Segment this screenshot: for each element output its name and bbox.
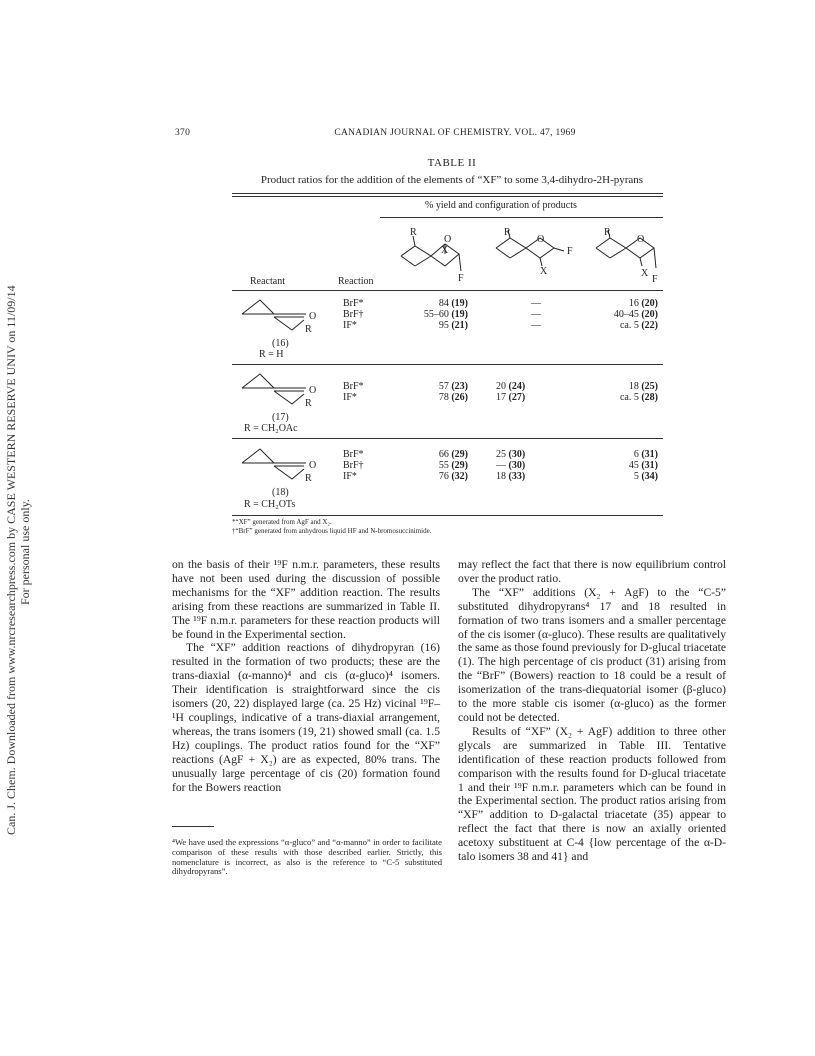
yield-value: 5 [633,471,639,482]
yield-value: ca. 5 [619,320,639,331]
table-spanner: % yield and configuration of products [425,200,577,211]
watermark-line-2: For personal use only. [18,499,32,605]
table-top-rule [232,193,663,194]
paragraph: The “XF” addition reactions of dihydropyran (16) resulted in the formation of two products; these are the trans-diaxial (α-manno)⁴ and cis (α-gluco)⁴ isomers. Their identification is straightforward since the cis isomers (20, 22) displayed large (ca. 25 Hz) vicinal ¹⁹F–¹H couplings, indicative of a trans-diaxial arrangement, whereas, the trans isomers (19, 21) showed small (ca. 1.5 Hz) couplings. The product ratios found for the “XF” reactions (AgF + X₂) are as expected, 80% trans. The unusually large percentage of cis (20) formation found for the Bowers reaction [172,641,440,794]
yield-value: 57 [438,381,449,392]
product-number: (26) [451,392,468,403]
yield-col3-16 [582,298,658,331]
paragraph: Results of “XF” (X₂ + AgF) addition to three other glycals are summarized in Table III. Tentative identification of these reaction products followed from comparison with the results found for D-glucal triacetate 1 and their ¹⁹F n.m.r. parameters which can be found in the Experimental section. The product ratios arising from “XF” addition to D-galactal triacetate (35) appear to reflect the fact that there is now an axially oriented acetoxy substituent at C-4 {low percentage of the α-D-talo isomers 38 and 41} and [458,724,726,864]
reactant-17-R: R [305,398,312,409]
table-top-rule-2 [232,196,663,197]
reaction-list-18 [343,449,364,482]
product-number: (23) [451,381,468,392]
product-number: (30) [508,449,526,460]
yield-value: — [531,309,541,320]
product-number: (30) [508,460,526,471]
yield-col1-18 [398,449,468,482]
product-number: (25) [641,381,658,392]
p1-label-X: X [441,245,449,256]
p2-label-F: F [567,246,573,257]
product-number: (28) [641,392,658,403]
product-number: (31) [641,449,658,460]
yield-value: ca. 5 [619,392,639,403]
product-structure-cis [590,226,670,286]
yield-col2-17 [496,381,525,403]
yield-value: 76 [438,471,449,482]
compound-number-17: (17) [272,412,289,423]
page-number: 370 [175,128,191,138]
yield-value: — [531,298,541,309]
product-number: (29) [451,460,468,471]
product-number: (33) [508,471,526,482]
substituent-17: R = CH₂OAc [244,423,298,434]
yield-value: 95 [438,320,449,331]
reaction-list-17 [343,381,364,403]
p3-label-F: F [652,274,658,285]
paragraph: The “XF” additions (X₂ + AgF) to the “C-5” substituted dihydropyrans⁴ 17 and 18 resulted in formation of two trans isomers and a smaller percentage of the cis isomer (α-gluco). These results are qualitatively the same as those found previously for D-glucal triacetate (1). The high percentage of cis product (31) arising from the “BrF” (Bowers) reaction to 18 could be a result of isomerization of the trans-diequatorial isomer (β-gluco) to the more stable cis isomer (α-gluco) as the former could not be detected. [458,585,726,724]
column-header-reaction: Reaction [338,276,374,287]
product-number: (21) [451,320,468,331]
substituent-16: R = H [259,349,284,360]
yield-value: 6 [633,449,639,460]
yield-col2-16 [531,298,541,331]
running-header [175,128,735,142]
p3-label-X: X [641,268,649,279]
product-number: (32) [451,471,468,482]
p1-label-O: O [444,234,452,245]
yield-value: 40–45 [613,309,639,320]
p3-label-O: O [637,234,645,245]
product-number: (27) [508,392,526,403]
product-number: (34) [641,471,658,482]
yield-value: 55–60 [423,309,449,320]
product-number: (19) [451,298,468,309]
reactant-18-O: O [309,460,317,471]
yield-col1-16 [398,298,468,331]
p1-label-R: R [410,227,417,238]
product-structure-trans-diequatorial [490,226,570,286]
reaction-label: BrF* [343,381,364,392]
reactant-17-O: O [309,385,317,396]
compound-number-16: (16) [272,338,289,349]
yield-col1-17 [398,381,468,403]
header-bottom-rule [232,290,663,291]
product-number: (29) [451,449,468,460]
reaction-label: IF* [343,320,357,331]
reaction-label: BrF* [343,298,364,309]
yield-value: 78 [438,392,449,403]
paragraph: on the basis of their ¹⁹F n.m.r. parameters, these results have not been used during the discussion of possible mechanisms for the “XF” addition reaction. The results arising from these reactions are summarized in Table II. The ¹⁹F n.m.r. parameters for these reaction products will be found in the Experimental section. [172,558,440,641]
group-rule [232,364,663,365]
yield-value: 18 [496,471,506,482]
paragraph: may reflect the fact that there is now equilibrium control over the product ratio. [458,558,726,585]
reaction-label: IF* [343,392,357,403]
product-number: (20) [641,309,658,320]
yield-value: 66 [438,449,449,460]
product-number: (20) [641,298,658,309]
product-number: (24) [508,381,526,392]
reactant-16-R: R [305,324,312,335]
reaction-label: BrF† [343,309,364,320]
reaction-label: IF* [343,471,357,482]
yield-value: 55 [438,460,449,471]
left-column [172,558,440,794]
yield-value: 84 [438,298,449,309]
reaction-label: BrF† [343,460,364,471]
yield-value: — [531,320,541,331]
spanner-rule [380,217,663,218]
product-number: (22) [641,320,658,331]
yield-value: 18 [628,381,639,392]
yield-col2-18 [496,449,525,482]
column-header-reactant: Reactant [250,276,285,287]
table-footnote-2: †“BrF” generated from anhydrous liquid HF and N-bromosuccinimide. [232,527,432,535]
right-column [458,558,726,864]
p2-label-R: R [504,227,511,238]
table-caption: Product ratios for the addition of the elements of “XF” to some 3,4-dihydro-2H-pyrans [260,174,644,186]
yield-col3-17 [582,381,658,403]
journal-title: CANADIAN JOURNAL OF CHEMISTRY. VOL. 47, 1969 [334,128,576,138]
table-footnote-1: *“XF” generated from AgF and X₂. [232,518,332,526]
footnote-rule [172,826,214,827]
reactant-18-R: R [305,473,312,484]
product-number: (31) [641,460,658,471]
yield-value: 20 [496,381,506,392]
substituent-18: R = CH₂OTs [244,499,296,510]
reactant-16-O: O [309,311,317,322]
yield-value: 17 [496,392,506,403]
yield-col3-18 [582,449,658,482]
yield-value: 16 [628,298,639,309]
reaction-list-16 [343,298,364,331]
p2-label-X: X [540,266,548,277]
compound-number-18: (18) [272,487,289,498]
reaction-label: BrF* [343,449,364,460]
yield-value: 25 [496,449,506,460]
yield-value: 45 [628,460,639,471]
table-title: TABLE II [427,157,477,169]
watermark-line-1: Can. J. Chem. Downloaded from www.nrcresearchpress.com by CASE WESTERN RESERVE UNIV on 11/09/14 [4,285,18,835]
p3-label-R: R [604,227,611,238]
footnote-4: ⁴We have used the expressions “α-gluco” and “α-manno” in order to facilitate comparison of these results with those described earlier. Strictly, this nomenclature is incorrect, as also is the reference to “C-5 substituted dihydropyrans”. [172,837,442,877]
yield-value: — [496,460,506,471]
table-bottom-rule [232,515,663,516]
download-watermark [0,0,44,1056]
product-number: (19) [451,309,468,320]
p2-label-O: O [537,234,545,245]
p1-label-F: F [458,273,464,284]
group-rule [232,438,663,439]
